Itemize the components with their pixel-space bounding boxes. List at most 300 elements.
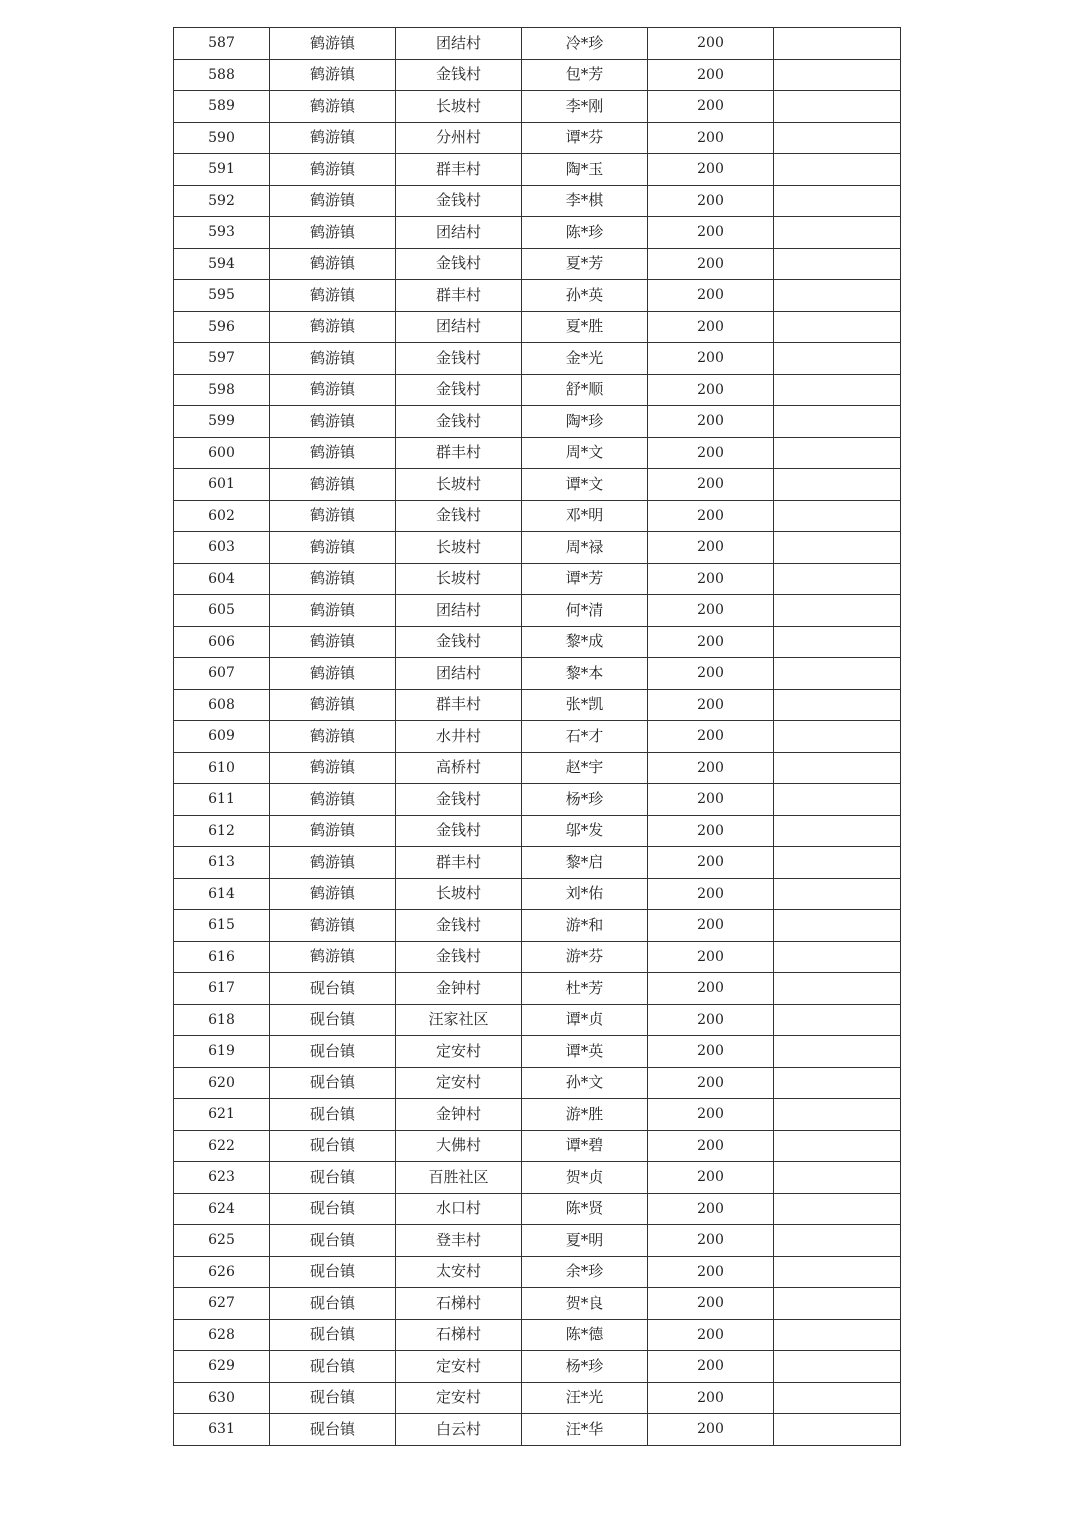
cell-note <box>774 1130 901 1162</box>
cell-number: 612 <box>174 815 270 847</box>
cell-note <box>774 973 901 1005</box>
cell-number: 591 <box>174 154 270 186</box>
table-row <box>174 91 901 123</box>
cell-village: 分州村 <box>396 122 522 154</box>
cell-amount: 200 <box>648 941 774 973</box>
cell-village: 金钱村 <box>396 910 522 942</box>
cell-amount: 200 <box>648 1130 774 1162</box>
cell-number: 609 <box>174 721 270 753</box>
cell-note <box>774 1162 901 1194</box>
cell-town: 砚台镇 <box>270 1288 396 1320</box>
cell-town: 鹤游镇 <box>270 122 396 154</box>
cell-amount: 200 <box>648 280 774 312</box>
cell-note <box>774 752 901 784</box>
table-row <box>174 1130 901 1162</box>
table-row <box>174 437 901 469</box>
cell-amount: 200 <box>648 217 774 249</box>
table-row <box>174 658 901 690</box>
cell-amount: 200 <box>648 689 774 721</box>
cell-amount: 200 <box>648 91 774 123</box>
cell-amount: 200 <box>648 532 774 564</box>
cell-note <box>774 248 901 280</box>
cell-town: 砚台镇 <box>270 1099 396 1131</box>
cell-amount: 200 <box>648 784 774 816</box>
cell-number: 629 <box>174 1351 270 1383</box>
cell-number: 616 <box>174 941 270 973</box>
cell-number: 622 <box>174 1130 270 1162</box>
cell-village: 长坡村 <box>396 878 522 910</box>
table-row <box>174 374 901 406</box>
cell-town: 鹤游镇 <box>270 28 396 60</box>
cell-name: 汪*华 <box>522 1414 648 1446</box>
cell-village: 石梯村 <box>396 1288 522 1320</box>
cell-number: 619 <box>174 1036 270 1068</box>
cell-name: 夏*芳 <box>522 248 648 280</box>
table-row <box>174 1288 901 1320</box>
cell-amount: 200 <box>648 28 774 60</box>
cell-amount: 200 <box>648 973 774 1005</box>
cell-note <box>774 374 901 406</box>
table-row <box>174 973 901 1005</box>
cell-village: 团结村 <box>396 595 522 627</box>
cell-note <box>774 595 901 627</box>
table-row <box>174 1319 901 1351</box>
table-row <box>174 1067 901 1099</box>
cell-town: 鹤游镇 <box>270 752 396 784</box>
cell-town: 鹤游镇 <box>270 689 396 721</box>
cell-note <box>774 1288 901 1320</box>
cell-amount: 200 <box>648 752 774 784</box>
cell-number: 624 <box>174 1193 270 1225</box>
cell-name: 谭*碧 <box>522 1130 648 1162</box>
cell-town: 鹤游镇 <box>270 154 396 186</box>
cell-town: 鹤游镇 <box>270 941 396 973</box>
cell-amount: 200 <box>648 815 774 847</box>
cell-note <box>774 1004 901 1036</box>
cell-note <box>774 532 901 564</box>
cell-village: 团结村 <box>396 311 522 343</box>
cell-number: 601 <box>174 469 270 501</box>
cell-amount: 200 <box>648 847 774 879</box>
cell-number: 608 <box>174 689 270 721</box>
cell-town: 鹤游镇 <box>270 248 396 280</box>
cell-town: 鹤游镇 <box>270 626 396 658</box>
cell-note <box>774 658 901 690</box>
cell-amount: 200 <box>648 1256 774 1288</box>
cell-village: 大佛村 <box>396 1130 522 1162</box>
table-row <box>174 815 901 847</box>
cell-amount: 200 <box>648 1382 774 1414</box>
table-row <box>174 1351 901 1383</box>
cell-number: 599 <box>174 406 270 438</box>
cell-number: 590 <box>174 122 270 154</box>
cell-amount: 200 <box>648 500 774 532</box>
cell-village: 水口村 <box>396 1193 522 1225</box>
cell-note <box>774 280 901 312</box>
cell-name: 黎*本 <box>522 658 648 690</box>
cell-village: 金钱村 <box>396 815 522 847</box>
cell-amount: 200 <box>648 122 774 154</box>
cell-town: 鹤游镇 <box>270 469 396 501</box>
table-row <box>174 784 901 816</box>
cell-name: 陶*珍 <box>522 406 648 438</box>
cell-town: 鹤游镇 <box>270 217 396 249</box>
cell-note <box>774 217 901 249</box>
cell-village: 汪家社区 <box>396 1004 522 1036</box>
cell-number: 631 <box>174 1414 270 1446</box>
cell-note <box>774 941 901 973</box>
cell-town: 鹤游镇 <box>270 815 396 847</box>
cell-name: 黎*启 <box>522 847 648 879</box>
cell-town: 砚台镇 <box>270 1225 396 1257</box>
cell-town: 砚台镇 <box>270 1382 396 1414</box>
cell-note <box>774 847 901 879</box>
cell-name: 陈*珍 <box>522 217 648 249</box>
cell-name: 杨*珍 <box>522 784 648 816</box>
cell-number: 598 <box>174 374 270 406</box>
cell-name: 刘*佑 <box>522 878 648 910</box>
cell-number: 605 <box>174 595 270 627</box>
cell-village: 金钱村 <box>396 406 522 438</box>
cell-note <box>774 689 901 721</box>
cell-note <box>774 1351 901 1383</box>
table-row <box>174 1382 901 1414</box>
cell-number: 627 <box>174 1288 270 1320</box>
cell-amount: 200 <box>648 469 774 501</box>
cell-number: 600 <box>174 437 270 469</box>
cell-name: 邬*发 <box>522 815 648 847</box>
cell-village: 群丰村 <box>396 437 522 469</box>
cell-name: 张*凯 <box>522 689 648 721</box>
cell-town: 鹤游镇 <box>270 280 396 312</box>
cell-amount: 200 <box>648 154 774 186</box>
cell-amount: 200 <box>648 406 774 438</box>
cell-amount: 200 <box>648 1162 774 1194</box>
cell-number: 628 <box>174 1319 270 1351</box>
cell-name: 舒*顺 <box>522 374 648 406</box>
cell-town: 鹤游镇 <box>270 374 396 406</box>
cell-number: 620 <box>174 1067 270 1099</box>
cell-note <box>774 626 901 658</box>
cell-number: 606 <box>174 626 270 658</box>
cell-town: 鹤游镇 <box>270 406 396 438</box>
cell-amount: 200 <box>648 1193 774 1225</box>
table-row <box>174 1004 901 1036</box>
cell-village: 金钱村 <box>396 185 522 217</box>
cell-village: 太安村 <box>396 1256 522 1288</box>
cell-note <box>774 815 901 847</box>
cell-name: 游*和 <box>522 910 648 942</box>
cell-name: 何*清 <box>522 595 648 627</box>
cell-village: 团结村 <box>396 28 522 60</box>
cell-name: 冷*珍 <box>522 28 648 60</box>
cell-name: 谭*文 <box>522 469 648 501</box>
table-row <box>174 1036 901 1068</box>
cell-name: 邓*明 <box>522 500 648 532</box>
cell-village: 团结村 <box>396 217 522 249</box>
cell-village: 登丰村 <box>396 1225 522 1257</box>
cell-amount: 200 <box>648 721 774 753</box>
cell-name: 黎*成 <box>522 626 648 658</box>
cell-note <box>774 406 901 438</box>
cell-village: 群丰村 <box>396 280 522 312</box>
cell-note <box>774 1099 901 1131</box>
cell-number: 589 <box>174 91 270 123</box>
cell-name: 陈*德 <box>522 1319 648 1351</box>
cell-village: 金钱村 <box>396 59 522 91</box>
table-row <box>174 1256 901 1288</box>
cell-note <box>774 185 901 217</box>
cell-town: 鹤游镇 <box>270 343 396 375</box>
cell-name: 余*珍 <box>522 1256 648 1288</box>
cell-number: 588 <box>174 59 270 91</box>
cell-amount: 200 <box>648 1351 774 1383</box>
cell-village: 定安村 <box>396 1067 522 1099</box>
cell-number: 594 <box>174 248 270 280</box>
cell-amount: 200 <box>648 374 774 406</box>
cell-village: 金钱村 <box>396 941 522 973</box>
cell-number: 623 <box>174 1162 270 1194</box>
cell-town: 鹤游镇 <box>270 563 396 595</box>
cell-note <box>774 1193 901 1225</box>
cell-town: 鹤游镇 <box>270 721 396 753</box>
cell-name: 赵*宇 <box>522 752 648 784</box>
cell-amount: 200 <box>648 311 774 343</box>
cell-town: 砚台镇 <box>270 1162 396 1194</box>
cell-amount: 200 <box>648 595 774 627</box>
cell-amount: 200 <box>648 1004 774 1036</box>
cell-note <box>774 28 901 60</box>
cell-village: 水井村 <box>396 721 522 753</box>
cell-name: 夏*明 <box>522 1225 648 1257</box>
table-row <box>174 28 901 60</box>
cell-note <box>774 1382 901 1414</box>
cell-town: 鹤游镇 <box>270 847 396 879</box>
cell-town: 砚台镇 <box>270 1036 396 1068</box>
cell-village: 定安村 <box>396 1351 522 1383</box>
cell-note <box>774 1414 901 1446</box>
cell-town: 砚台镇 <box>270 1319 396 1351</box>
cell-number: 625 <box>174 1225 270 1257</box>
cell-town: 鹤游镇 <box>270 784 396 816</box>
cell-name: 游*芬 <box>522 941 648 973</box>
cell-name: 金*光 <box>522 343 648 375</box>
cell-town: 砚台镇 <box>270 1130 396 1162</box>
cell-name: 谭*芬 <box>522 122 648 154</box>
cell-village: 长坡村 <box>396 469 522 501</box>
cell-number: 607 <box>174 658 270 690</box>
cell-town: 鹤游镇 <box>270 595 396 627</box>
cell-village: 群丰村 <box>396 847 522 879</box>
cell-town: 砚台镇 <box>270 1067 396 1099</box>
cell-note <box>774 311 901 343</box>
cell-amount: 200 <box>648 910 774 942</box>
table-row <box>174 185 901 217</box>
cell-village: 群丰村 <box>396 689 522 721</box>
table-row <box>174 217 901 249</box>
cell-town: 砚台镇 <box>270 973 396 1005</box>
cell-village: 金钟村 <box>396 1099 522 1131</box>
cell-town: 鹤游镇 <box>270 311 396 343</box>
cell-note <box>774 878 901 910</box>
cell-note <box>774 154 901 186</box>
cell-note <box>774 563 901 595</box>
cell-note <box>774 469 901 501</box>
cell-village: 金钱村 <box>396 626 522 658</box>
cell-village: 长坡村 <box>396 563 522 595</box>
table-row <box>174 154 901 186</box>
cell-amount: 200 <box>648 185 774 217</box>
table-row <box>174 847 901 879</box>
cell-number: 617 <box>174 973 270 1005</box>
cell-number: 596 <box>174 311 270 343</box>
cell-village: 金钱村 <box>396 343 522 375</box>
cell-name: 周*文 <box>522 437 648 469</box>
table-row <box>174 1162 901 1194</box>
cell-name: 贺*良 <box>522 1288 648 1320</box>
cell-name: 杨*珍 <box>522 1351 648 1383</box>
cell-note <box>774 784 901 816</box>
cell-amount: 200 <box>648 563 774 595</box>
cell-village: 金钱村 <box>396 784 522 816</box>
cell-village: 石梯村 <box>396 1319 522 1351</box>
cell-note <box>774 1067 901 1099</box>
cell-name: 包*芳 <box>522 59 648 91</box>
cell-number: 626 <box>174 1256 270 1288</box>
table-row <box>174 878 901 910</box>
table-row <box>174 752 901 784</box>
cell-amount: 200 <box>648 1414 774 1446</box>
table-row <box>174 469 901 501</box>
table-row <box>174 910 901 942</box>
cell-village: 定安村 <box>396 1382 522 1414</box>
cell-name: 贺*贞 <box>522 1162 648 1194</box>
cell-amount: 200 <box>648 59 774 91</box>
cell-number: 604 <box>174 563 270 595</box>
table-row <box>174 941 901 973</box>
cell-village: 金钱村 <box>396 374 522 406</box>
cell-name: 谭*芳 <box>522 563 648 595</box>
cell-village: 长坡村 <box>396 91 522 123</box>
cell-town: 砚台镇 <box>270 1414 396 1446</box>
cell-amount: 200 <box>648 248 774 280</box>
cell-amount: 200 <box>648 343 774 375</box>
cell-number: 614 <box>174 878 270 910</box>
cell-number: 621 <box>174 1099 270 1131</box>
cell-note <box>774 59 901 91</box>
cell-note <box>774 1225 901 1257</box>
cell-amount: 200 <box>648 626 774 658</box>
cell-amount: 200 <box>648 1319 774 1351</box>
cell-village: 定安村 <box>396 1036 522 1068</box>
cell-number: 630 <box>174 1382 270 1414</box>
cell-amount: 200 <box>648 658 774 690</box>
table-row <box>174 280 901 312</box>
cell-number: 613 <box>174 847 270 879</box>
table-row <box>174 311 901 343</box>
cell-village: 长坡村 <box>396 532 522 564</box>
table-row <box>174 626 901 658</box>
cell-amount: 200 <box>648 878 774 910</box>
cell-note <box>774 721 901 753</box>
cell-town: 鹤游镇 <box>270 500 396 532</box>
table-row <box>174 689 901 721</box>
table-row <box>174 1414 901 1446</box>
cell-town: 鹤游镇 <box>270 91 396 123</box>
table-row <box>174 595 901 627</box>
cell-town: 鹤游镇 <box>270 910 396 942</box>
table-row <box>174 122 901 154</box>
cell-village: 百胜社区 <box>396 1162 522 1194</box>
cell-town: 砚台镇 <box>270 1193 396 1225</box>
cell-name: 孙*英 <box>522 280 648 312</box>
table-row <box>174 1225 901 1257</box>
cell-number: 618 <box>174 1004 270 1036</box>
cell-amount: 200 <box>648 1288 774 1320</box>
cell-number: 597 <box>174 343 270 375</box>
cell-name: 杜*芳 <box>522 973 648 1005</box>
cell-amount: 200 <box>648 1036 774 1068</box>
cell-town: 鹤游镇 <box>270 658 396 690</box>
cell-village: 高桥村 <box>396 752 522 784</box>
cell-note <box>774 910 901 942</box>
cell-village: 白云村 <box>396 1414 522 1446</box>
table-row <box>174 721 901 753</box>
cell-note <box>774 1319 901 1351</box>
cell-amount: 200 <box>648 1099 774 1131</box>
cell-name: 孙*文 <box>522 1067 648 1099</box>
cell-name: 汪*光 <box>522 1382 648 1414</box>
cell-town: 鹤游镇 <box>270 878 396 910</box>
table-row <box>174 1099 901 1131</box>
subsidy-table <box>173 27 901 1446</box>
cell-town: 砚台镇 <box>270 1351 396 1383</box>
table-row <box>174 406 901 438</box>
cell-note <box>774 91 901 123</box>
cell-town: 鹤游镇 <box>270 437 396 469</box>
cell-amount: 200 <box>648 1225 774 1257</box>
cell-name: 周*禄 <box>522 532 648 564</box>
table-row <box>174 248 901 280</box>
cell-note <box>774 343 901 375</box>
cell-name: 李*刚 <box>522 91 648 123</box>
cell-name: 夏*胜 <box>522 311 648 343</box>
cell-number: 610 <box>174 752 270 784</box>
table-row <box>174 59 901 91</box>
cell-name: 陶*玉 <box>522 154 648 186</box>
cell-note <box>774 1036 901 1068</box>
cell-name: 谭*英 <box>522 1036 648 1068</box>
cell-town: 砚台镇 <box>270 1004 396 1036</box>
cell-number: 593 <box>174 217 270 249</box>
cell-amount: 200 <box>648 437 774 469</box>
cell-number: 595 <box>174 280 270 312</box>
cell-village: 金钱村 <box>396 500 522 532</box>
cell-village: 群丰村 <box>396 154 522 186</box>
cell-number: 592 <box>174 185 270 217</box>
cell-village: 金钟村 <box>396 973 522 1005</box>
cell-town: 鹤游镇 <box>270 59 396 91</box>
cell-town: 鹤游镇 <box>270 185 396 217</box>
table-row <box>174 1193 901 1225</box>
cell-number: 615 <box>174 910 270 942</box>
table-row <box>174 343 901 375</box>
cell-name: 游*胜 <box>522 1099 648 1131</box>
table-row <box>174 500 901 532</box>
cell-village: 团结村 <box>396 658 522 690</box>
cell-amount: 200 <box>648 1067 774 1099</box>
cell-name: 李*棋 <box>522 185 648 217</box>
